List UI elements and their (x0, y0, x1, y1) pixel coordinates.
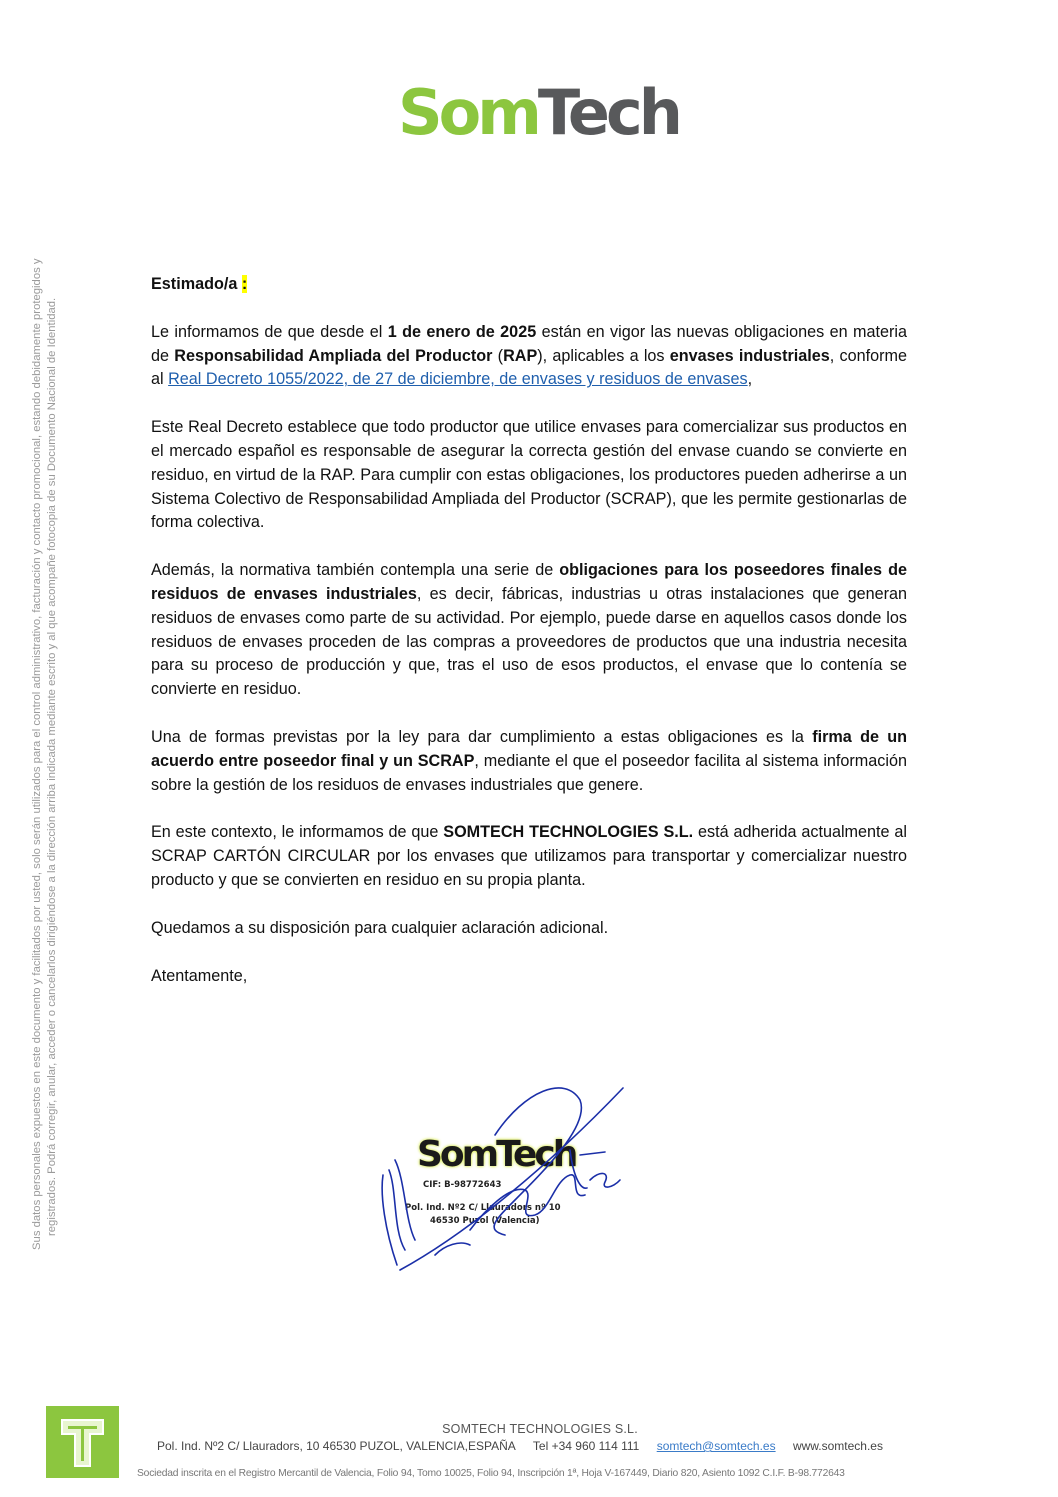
paragraph-disposicion: Quedamos a su disposición para cualquier aclaración adicional. (151, 918, 609, 937)
paragraph-intro (151, 321, 907, 392)
p4-text-2: , mediante el que el poseedor facilita al sistema información sobre la gestión de los residuos de envases industriales que genere. (151, 751, 907, 794)
footer-email-link[interactable]: somtech@somtech.es (656, 1439, 776, 1453)
handwritten-signature-icon (375, 1080, 635, 1280)
greeting-highlight-colon: : (241, 275, 248, 293)
p5-text-1: En este contexto, le informamos de que (151, 823, 444, 842)
letter-body (151, 273, 907, 1012)
footer-company-name: SOMTECH TECHNOLOGIES S.L. (442, 1422, 638, 1436)
privacy-note-line-2: registrados. Podrá corregir, anular, acceder o cancelarlos dirigiéndose a la dirección arriba indicada mediante escrito y al que acompañe fotocopia de su Documento Nacional de Identidad. (46, 297, 58, 1236)
p1-text-5: , conforme al (151, 346, 907, 389)
paragraph-poseedores (151, 559, 907, 702)
p3-text-1: Además, la normativa también contempla una serie de (151, 561, 560, 580)
p1-bold-envases: envases industriales (669, 346, 830, 365)
p1-bold-rap: RAP (503, 346, 538, 365)
signature-stamp (375, 1080, 635, 1280)
somtech-logo (398, 76, 679, 149)
p1-text-6: , (747, 370, 753, 389)
closing: Atentamente, (151, 966, 248, 985)
p3-text-2: , es decir, fábricas, industrias u otras instalaciones que generan residuos de envases como parte de su actividad. Por ejemplo, puede darse en aquellos casos donde los residuos de envases proceden de las compras a proveedores de productos que una industria necesita para su proceso de producción y que, tras el uso de esos productos, el envase que lo contenía se convierte en residuo. (151, 584, 907, 699)
p1-text-4: ), aplicables a los (537, 346, 670, 365)
greeting-text: Estimado/a (151, 275, 238, 293)
logo-som-text: Som (398, 76, 538, 149)
p4-text-1: Una de formas previstas por la ley para dar cumplimiento a estas obligaciones es la (151, 727, 813, 746)
footer-phone: Tel +34 960 114 111 (532, 1439, 640, 1453)
privacy-side-note (30, 258, 60, 1250)
p1-text-1: Le informamos de que desde el (151, 322, 388, 341)
stamp-logo: SomTech (417, 1134, 576, 1175)
p3-bold-obligaciones: obligaciones para los poseedores finales de residuos de envases industriales (151, 561, 907, 603)
footer-t-logo-icon (46, 1406, 119, 1478)
stamp-address-2: 46530 Puzol (Valencia) (430, 1216, 540, 1226)
stamp-address-1: Pol. Ind. Nº2 C/ Llauradors nº 10 (405, 1203, 561, 1213)
p5-text-2: está adherida actualmente al SCRAP CARTÓN CIRCULAR por los envases que utilizamos para transportar y comercializar nuestro producto y que se convierten en residuo en su propia planta. (151, 823, 907, 889)
p1-bold-rap-full: Responsabilidad Ampliada del Productor (174, 346, 493, 365)
greeting (151, 273, 907, 297)
footer-contact-line (157, 1439, 897, 1453)
p4-bold-acuerdo: firma de un acuerdo entre poseedor final y un SCRAP (151, 727, 908, 770)
logo-tech-text: Tech (537, 76, 679, 149)
paragraph-real-decreto: Este Real Decreto establece que todo productor que utilice envases para comercializar sus productos en el mercado español es responsable de asegurar la correcta gestión del envase cuando se convierte en residuo, en virtud de la RAP. Para cumplir con estas obligaciones, los productores pueden adherirse a un Sistema Colectivo de Responsabilidad Ampliada del Productor (SCRAP), que les permite gestionarlas de forma colectiva. (151, 418, 907, 532)
p1-bold-date: 1 de enero de 2025 (387, 322, 537, 341)
p1-text-3: ( (492, 346, 504, 365)
paragraph-acuerdo (151, 726, 907, 797)
p5-bold-company: SOMTECH TECHNOLOGIES S.L. (443, 823, 694, 842)
stamp-cif: CIF: B-98772643 (423, 1180, 502, 1190)
footer-address: Pol. Ind. Nº2 C/ Llauradors, 10 46530 PUZOL, VALENCIA,ESPAÑA (157, 1439, 516, 1453)
footer-website: www.somtech.es (792, 1439, 883, 1453)
real-decreto-link[interactable]: Real Decreto 1055/2022, de 27 de diciembre, de envases y residuos de envases (168, 370, 748, 389)
footer-registry-info: Sociedad inscrita en el Registro Mercantil de Valencia, Folio 94, Tomo 10025, Folio 94, Inscripción 1ª, Hoja V-167449, Diario 820, Asiento 1092 C.I.F. B-98.772643 (137, 1468, 845, 1479)
p1-text-2: están en vigor las nuevas obligaciones en materia de (151, 322, 907, 365)
privacy-note-line-1: Sus datos personales expuestos en este documento y facilitados por usted, solo serán utilizados para el control administrativo, facturación y contacto promocional, estando debidamente protegidos y (31, 258, 43, 1250)
paragraph-somtech-scrap (151, 821, 907, 892)
